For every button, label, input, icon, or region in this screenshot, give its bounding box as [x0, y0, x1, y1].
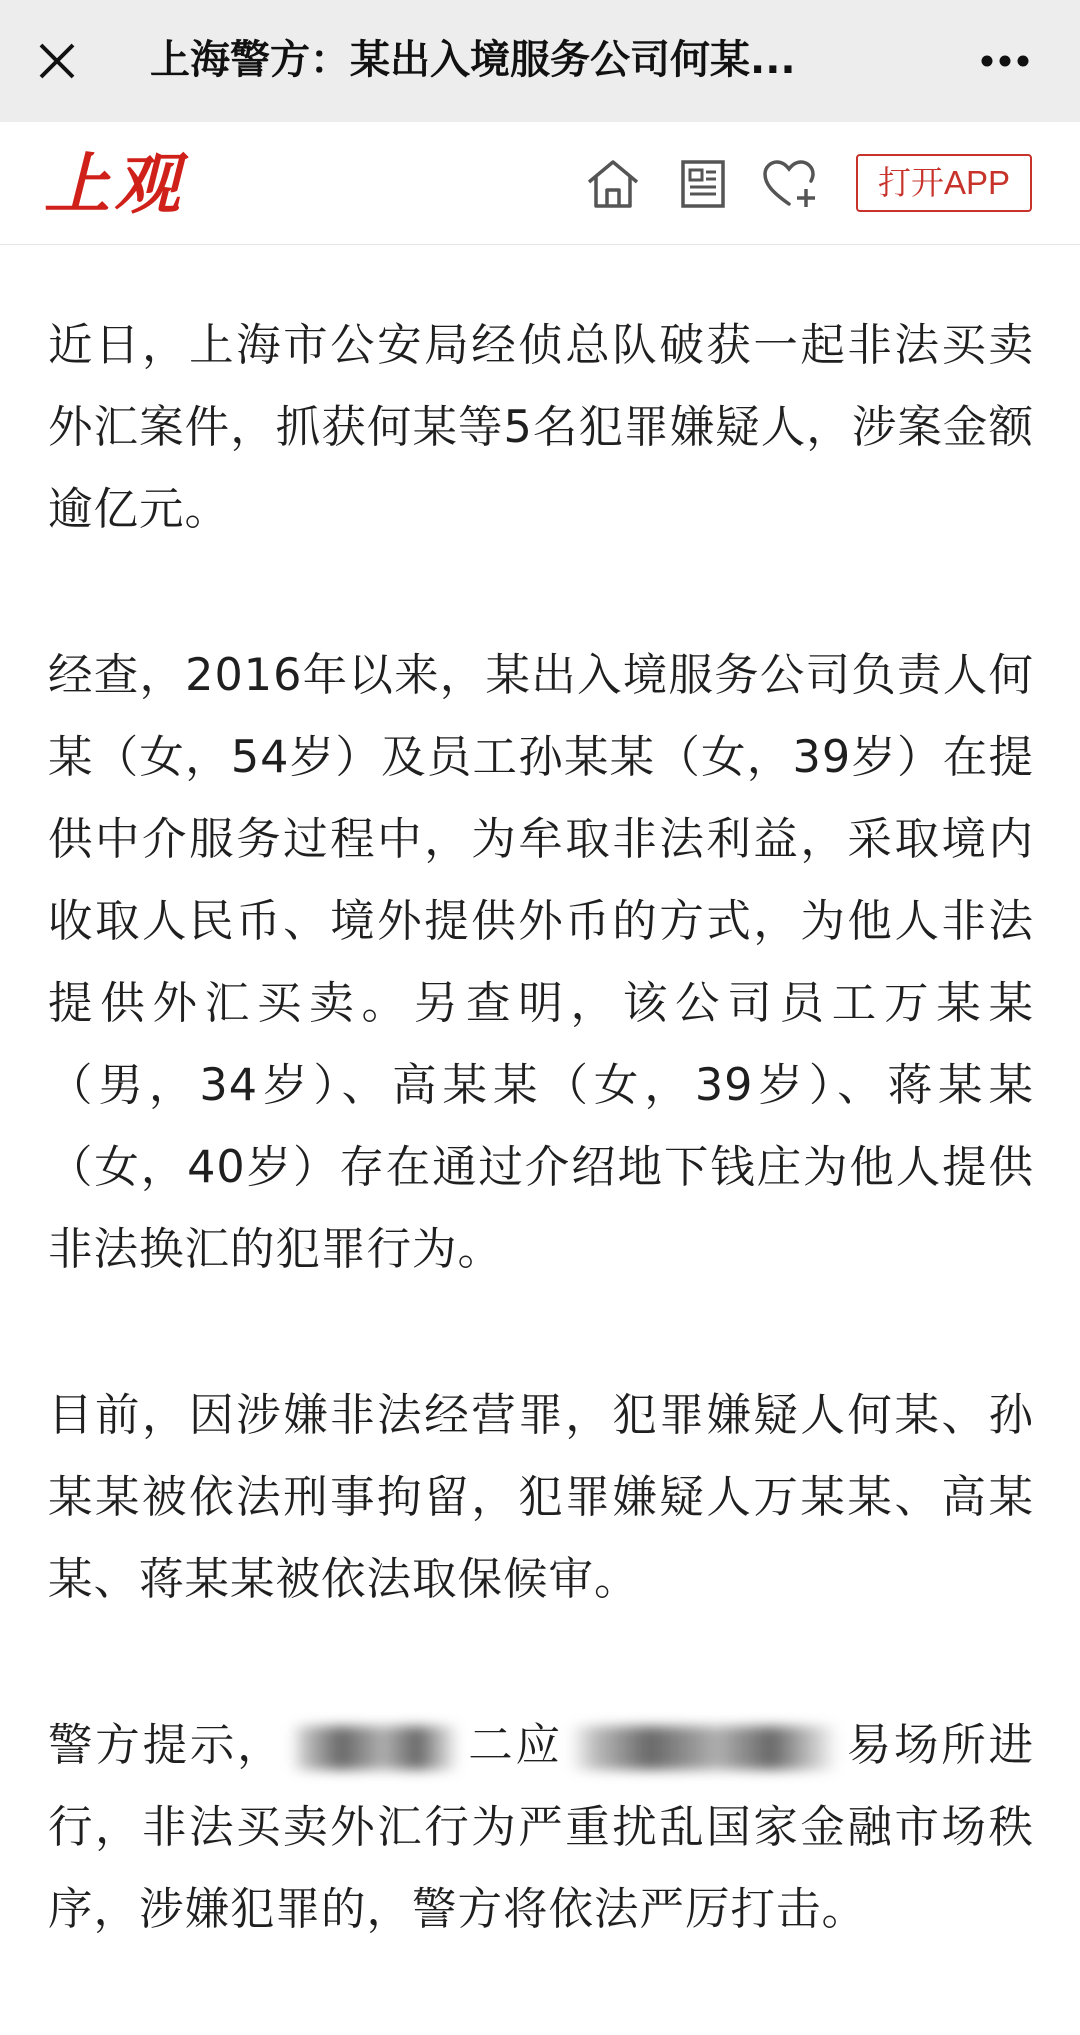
- article-list-button[interactable]: [672, 154, 734, 214]
- redacted-blur: [290, 1726, 460, 1770]
- page-title: 上海警方：某出入境服务公司何某...: [150, 37, 796, 83]
- favorite-button[interactable]: [760, 154, 822, 214]
- open-app-button[interactable]: 打开APP: [856, 154, 1032, 212]
- close-icon: [37, 41, 77, 81]
- browser-title-bar: [0, 0, 1080, 122]
- paragraph-text: 易场所进行，非法买卖外汇行为严重扰乱国家金融市场秩序，涉嫌犯罪的，警方将依法严厉打击。: [48, 1720, 1034, 1935]
- heart-plus-icon: [762, 159, 820, 209]
- redacted-blur: [569, 1726, 839, 1770]
- site-logo[interactable]: 上观: [44, 145, 184, 223]
- article-paragraph: 目前，因涉嫌非法经营罪，犯罪嫌疑人何某、孙某某被依法刑事拘留，犯罪嫌疑人万某某、高某某、蒋某某被依法取保候审。: [48, 1390, 1034, 1605]
- paragraph-text: 二应: [466, 1720, 563, 1771]
- article-body: [48, 305, 1034, 2035]
- close-button[interactable]: [24, 28, 90, 94]
- paragraph-text: 警方提示，: [48, 1720, 285, 1771]
- article-list-icon: [679, 159, 727, 209]
- article-paragraph: 近日，上海市公安局经侦总队破获一起非法买卖外汇案件，抓获何某等5名犯罪嫌疑人，涉案金额逾亿元。: [48, 320, 1034, 535]
- home-button[interactable]: [582, 154, 644, 214]
- article-paragraph: 经查，2016年以来，某出入境服务公司负责人何某（女，54岁）及员工孙某某（女，39岁）在提供中介服务过程中，为牟取非法利益，采取境内收取人民币、境外提供外币的方式，为他人非法提供外汇买卖。另查明，该公司员工万某某（男，34岁）、高某某（女，39岁）、蒋某某（女，40岁）存在通过介绍地下钱庄为他人提供非法换汇的犯罪行为。: [48, 650, 1034, 1275]
- home-icon: [585, 158, 641, 210]
- article-paragraph-last: [48, 1705, 1034, 1951]
- more-dots-icon: [980, 54, 1030, 68]
- more-options-button[interactable]: [972, 28, 1038, 94]
- site-header: [0, 122, 1080, 245]
